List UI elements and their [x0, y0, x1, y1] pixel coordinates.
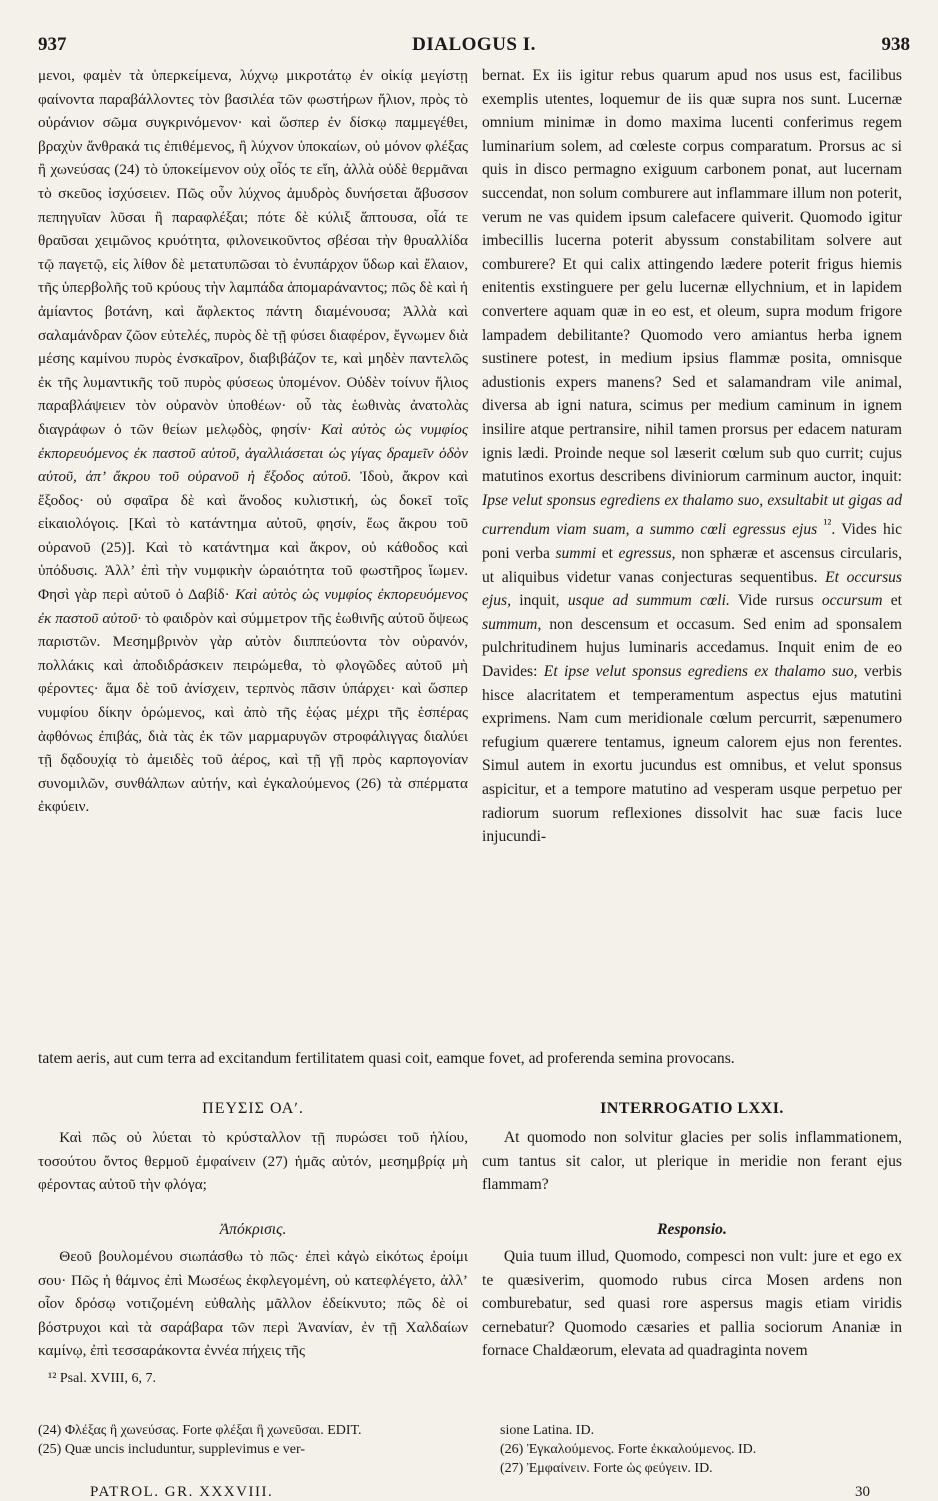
latin-em-4: usque ad summum cœli. — [567, 592, 730, 610]
footnote-marker: ¹² — [823, 516, 832, 532]
greek-quote-1: Καὶ αὐτὸς ὡς νυμφίος ἐκπορευόμενος ἐκ παστοῦ αὐτοῦ, ἀγαλλιάσεται ὡς γίγας δραμεῖν ὁδὸν αὐτοῦ, ἀπ’ ἄκρου τοῦ οὐρανοῦ ἡ ἔξοδος αὐτοῦ. — [38, 420, 469, 486]
note-25-cont: sione Latina. ID. — [500, 1423, 595, 1438]
latin-end-span: verbis hisce alacritatem et temperamentum aspectus ejus matutini exprimens. Nam cum meridionale cœlum percurrit, sæpenumero refugium quærere tentamus, igneum calorem ejus non ferentes. Simul autem in exortu jucundus est omnibus, et velut sponsus aspicitur, et a tempore matutino ad vesperam usque perpetuo per radiorum suorum reflexiones dissolvit hac suæ facis luce injucundi- — [482, 663, 902, 846]
latin-em-1: summi — [555, 545, 597, 563]
latin-quote-2: Et ipse velut sponsus egrediens ex thalamo suo, — [543, 663, 858, 681]
latin-mid-2: et — [601, 545, 613, 563]
latin-main-span: bernat. Ex iis igitur rebus quarum apud nos usus est, facilibus exemplis utentes, loquemur de iis quæ supra nos sunt. Lucernæ omnium minimæ in domo maxima lucenti conferimus regem luminarium solem, ad cœleste corpus comparatum. Prorsus ac si quis in disco permagno exiguum carbonem ponat, aut lucernam succendat, non solum comburere aut inflammare illum non poterit, verum ne vas quidem ipsum calefacere quiverit. Quomodo igitur imbecillis lucerna poterit abyssum constabilitam solvere aut comburere? Et qui calix attingendo lædere poterit frigus hiemis enitentis exstinguere per gelu lucernæ ellychnium, et in lapidem convertere aquam quæ in eo est, et oleum, supra modum frigore lampadem debilitante? Quomodo vero amiantus herba ignem sustinere potest, in medium ipsius flammæ posita, omnisque adustionis expers manens? Sed et salamandram vile animal, diversa ab igni natura, scimus per medium caminum in ignem insilire atque pertransire, nihil tamen prorsus per edacem naturam ignis lædi. Proinde neque sol læserit cœlum sub quo currit; cujus matutinos exortus describens diviniorum carminum auctor, inquit: — [482, 67, 902, 486]
footer-series: PATROL. GR. XXXVIII. — [90, 1484, 274, 1500]
greek-answer — [38, 1245, 468, 1391]
latin-response-title: Responsio. — [657, 1221, 727, 1238]
latin-question — [482, 1126, 902, 1197]
latin-continuation: tatem aeris, aut cum terra ad excitandum fertilitatem quasi coit, eamque fovet, ad proferenda semina provocans. — [38, 1050, 735, 1067]
latin-section-title: INTERROGATIO LXXI. — [600, 1100, 784, 1117]
right-page-number: 938 — [881, 34, 910, 55]
greek-section-title: ΠΕΥΣΙΣ ΟΑʹ. — [202, 1100, 304, 1117]
latin-quote-1: Ipse velut sponsus egrediens ex thalamo suo, exsultabit ut gigas ad currendum viam suam, a summo cœli egressus ejus — [482, 491, 902, 539]
greek-question-text: Καὶ πῶς οὐ λύεται τὸ κρύσταλλον τῇ πυρώσει τοῦ ἡλίου, τοσούτου ὄντος θερμοῦ ἐμφαίνειν (27) ἡμᾶς αὐτόν, μεσημβρίᾳ μὴ φέροντας αὐτοῦ τὴν φλόγα; — [38, 1129, 468, 1194]
left-page-number: 937 — [38, 34, 67, 55]
latin-answer — [482, 1245, 902, 1363]
greek-main-span: μενοι, φαμὲν τὰ ὑπερκείμενα, λύχνῳ μικροτάτῳ ἐν οἰκίᾳ μεγίστῃ φαίνοντα παραβάλλοντες τὸν βασιλέα τῶν φωστήρων ἥλιον, πρὸς τὸ οὐράνιον σῶμα συγκρινόμενον· καὶ ὥσπερ ἐν δίσκῳ παμμεγέθει, βραχὺν ἄνθρακά τις ἐπιθέμενος, ἢ λύχνον ὑποκαίων, οὐ μόνον φλέξας ἢ χωνεύσας (24) τὸ ὑποκείμενον οὐχ οἷός τε εἴη, ἀλλὰ οὐδὲ θερμᾶναι τὸ σκεῦος ἰσχύσειεν. Πῶς οὖν λύχνος ἀμυδρὸς δυνήσεται ἄβυσσον πεπηγυῖαν λῦσαι ἢ παραφλέξαι; πότε δὲ κύλιξ ἅπτουσα, οἷά τε θραῦσαι χειμῶνος κρυότητα, φιλονεικοῦντος σβέσαι τὴν θρυαλλίδα τῷ παγετῷ, εἰς λίθον δὲ μετατυπῶσαι τὸ ἐνυπάρχον ὕδωρ καὶ ἔλαιον, τῆς ὑπερβολῆς τοῦ κρύους τὴν λαμπάδα ἀπομαράναντος; πῶς δὲ καὶ ἡ ἀμίαντος βοτάνη, καὶ ἄφλεκτος πάντη διαμένουσα; Ἀλλὰ καὶ σαλαμάνδραν ζῶον εὐτελές, πυρὸς δὲ τῇ φύσει διαφέρον, ἔγνωμεν διὰ μέσης καμίνου πυρὸς ἐνσκαῖρον, διαβιβάζον τε, καὶ μηδὲν παντελῶς ἐκ τῆς λυμαντικῆς τοῦ πυρὸς φύσεως ὑπομένον. Οὐδὲν τοίνυν ἥλιος παραβλάψειεν τὸν οὐρανὸν ὑποθέων· οὗ τὰς ἑωθινὰς ἀνατολὰς διαγράφων ὁ τῶν θείων μελῳδὸς, φησίν· — [38, 67, 468, 438]
greek-response-title: Ἀπόκρισις. — [219, 1221, 287, 1238]
latin-mid-3: , non sphæræ et ascensus circularis, ut aliquibus videtur vanas conjecturas sequentibus. — [482, 545, 903, 586]
latin-answer-text: Quia tuum illud, Quomodo, compesci non vult: jure et ego ex te quæsiverim, quomodo rubus circa Mosen ardens non comburebatur, sed quasi rore aspersus magis etiam viridis cernebatur? Quomodo cæsaries et pallia sociorum Ananiæ in fornace Chaldæorum, elevata ad quadraginta novem — [482, 1248, 902, 1360]
latin-question-text: At quomodo non solvitur glacies per solis inflammationem, cum tantus sit calor, ut plerique in meridie non ferant ejus flammam? — [482, 1129, 902, 1194]
latin-em-2: egressus — [618, 545, 672, 563]
latin-mid-6: et — [890, 592, 902, 610]
note-26: (26) Ἐγκαλούμενος. Forte ἐκκαλούμενος. ID. — [500, 1442, 757, 1457]
greek-question — [38, 1126, 468, 1197]
page-title: DIALOGUS I. — [412, 34, 536, 55]
running-header — [38, 34, 910, 60]
footer-signature: 30 — [855, 1484, 870, 1500]
latin-em-5: occursum — [821, 592, 883, 610]
greek-main-text — [38, 64, 468, 819]
greek-quote-2: Καὶ αὐτὸς ὡς νυμφίος ἐκπορευόμενος ἐκ παστοῦ αὐτοῦ· — [38, 586, 468, 627]
notes-left — [38, 1421, 468, 1459]
note-27: (27) Ἐμφαίνειν. Forte ὡς φεύγειν. ID. — [500, 1461, 713, 1476]
latin-main-text — [482, 64, 902, 849]
latin-mid-5: Vide rursus — [737, 592, 814, 610]
latin-em-6: summum — [482, 615, 538, 633]
latin-em-3: Et occursus ejus, — [482, 568, 903, 610]
greek-answer-text: Θεοῦ βουλομένου σιωπάσθω τὸ πῶς· ἐπεὶ κἀγὼ εἰκότως ἐροίμι σου· Πῶς ἡ θάμνος ἐπὶ Μωσέως ἐκφλεγομένη, οὐ κατεφλέγετο, ἀλλ’ οἷον δρόσῳ νοτιζομένη εὐθαλὴς μᾶλλον ἐδείκνυτο; πῶς δὲ οἱ βόστρυχοι καὶ τὰ σαράβαρα τῶν περὶ Ἀνανίαν, ἐν τῇ Χαλδαίων καμίνῳ, ἐπὶ τεσσαράκοντα ἐννέα πήχεις τῆς — [38, 1248, 468, 1360]
scripture-footnote: ¹² Psal. XVIII, 6, 7. — [48, 1370, 156, 1386]
latin-mid-4: inquit, — [519, 592, 560, 610]
latin-column-main — [482, 64, 902, 849]
greek-column-main — [38, 64, 468, 819]
latin-mid-1: . Vides hic poni verba — [482, 521, 902, 563]
notes-right — [500, 1421, 900, 1478]
note-24: (24) Φλέξας ἢ χωνεύσας. Forte φλέξαι ἢ χωνεῦσαι. EDIT. — [38, 1423, 362, 1438]
greek-end-span: τὸ φαιδρὸν καὶ σύμμετρον τῆς ἑωθινῆς αὐτοῦ ὄψεως παριστῶν. Μεσημβρινὸν γὰρ αὐτὸν διιππεύοντα τὸν οὐρανόν, πολλάκις καὶ ἀποδιδράσκειν πειρώμεθα, τὸ φλογῶδες αὐτοῦ μὴ φέροντες· ἅμα δὲ τοῦ ἀνίσχειν, τερπνὸς πᾶσιν ὑπάρχει· καὶ ὥσπερ νυμφίου δίκην ὁρώμενος, καὶ ἀπὸ τῆς ἑῴας μέχρι τῆς ἑσπέρας ἀφθόνως ἐπιβάς, διὰ τὰς ἐκ τῶν μαρμαρυγῶν στροφάλιγγας διαλύει τῇ δᾳδουχίᾳ τὸ ἀμειδὲς τοῦ ἀέρος, καὶ τῇ γῇ πρὸς καρπογονίαν συνομιλῶν, συνθάλπων αὐτήν, καὶ ἐγκαλούμενος (26) τὰ σπέρματα ἐκφύειν. — [38, 609, 469, 816]
latin-mid-7: , non descensum et occasum. Sed enim ad sponsalem pulchritudinem hujus luminaris accedamus. Inquit enim de eo Davides: — [482, 615, 902, 681]
note-25: (25) Quæ uncis includuntur, supplevimus e ver- — [38, 1442, 306, 1457]
greek-mid-span: Ἰδοὺ, ἄκρον καὶ ἔξοδος· οὐ σφαῖρα δὲ καὶ ἄνοδος κυλιστική, ὡς δοκεῖ τοῖς εἰκαιολόγοις. [Καὶ τὸ κατάντημα αὐτοῦ, φησίν, ἕως ἄκρου τοῦ οὐρανοῦ (25)]. Καὶ τὸ κατάντημα καὶ ἄκρον, οὐ κάθοδος καὶ ὑπόδυσις. Ἀλλ’ ἐπὶ τὴν νυμφικὴν ὡραιότητα τοῦ φωστῆρος ἴωμεν. Φησὶ γὰρ περὶ αὐτοῦ ὁ Δαβίδ· — [38, 468, 469, 604]
